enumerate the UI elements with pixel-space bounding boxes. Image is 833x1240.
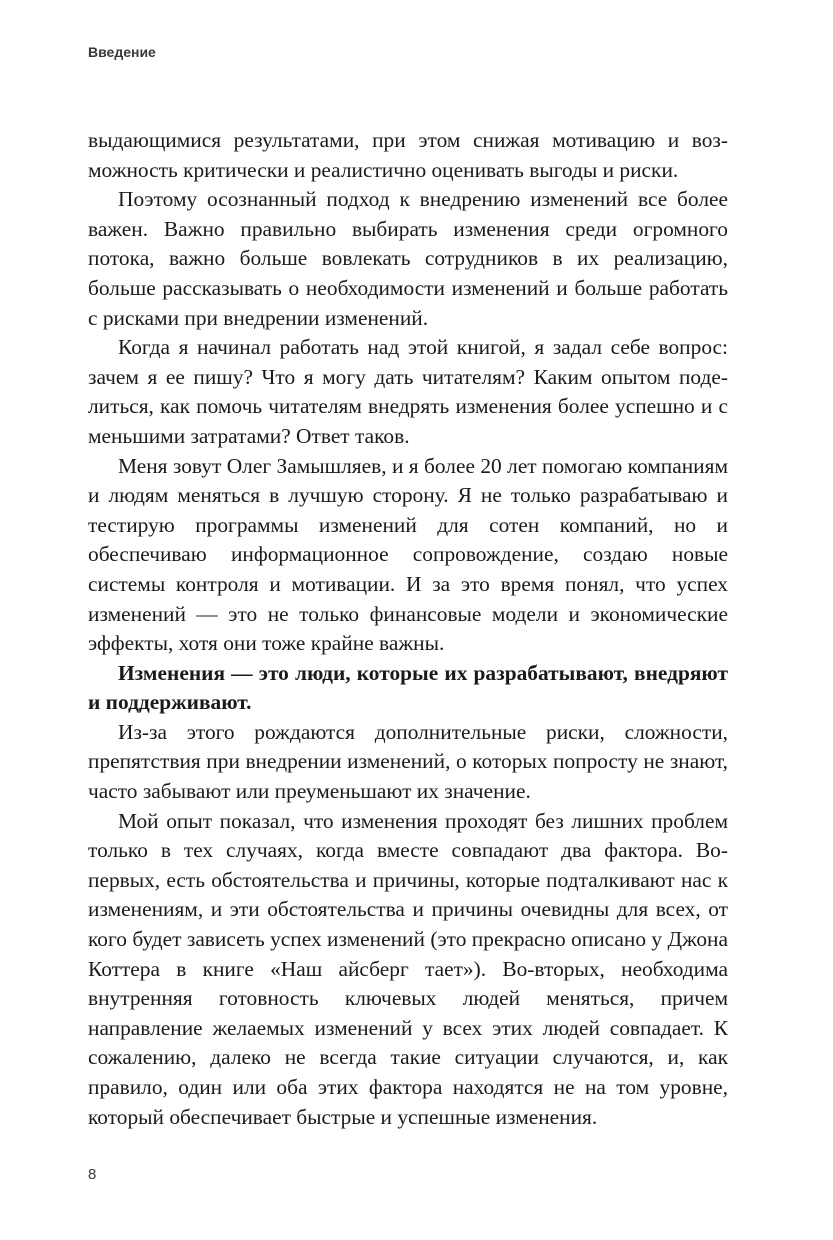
paragraph-continued: выдающимися результатами, при этом снижая мотивацию и возможность критически и реалистично оценивать выгоды и риски. <box>88 128 728 182</box>
paragraph: Меня зовут Олег Замышляев, и я более 20 лет помогаю компаниям и людям меняться в лучшую сторону. Я не только разрабатываю и тестирую программы изменений для сотен компаний, но и обеспечиваю информационное сопровождение, создаю новые системы контроля и мотивации. И за это время понял, что успех изменений — это не только финансовые модели и экономические эффекты, хотя они тоже крайне важны. <box>88 453 728 656</box>
emphasis-paragraph: Изменения — это люди, которые их разрабатывают, внедряют и поддерживают. <box>88 660 728 715</box>
paragraph: Поэтому осознанный подход к внедрению изменений все более важен. Важно правильно выбирать изменения среди огромного потока, важно больше вовлекать сотрудников в их реализацию, больше рассказывать о необходимости изменений и больше работать с рисками при внедрении изменений. <box>88 187 728 330</box>
paragraph: Из-за этого рождаются дополнительные риски, сложности, препятствия при внедрении изменений, о которых попросту не знают, часто забывают или преуменьшают их значение. <box>88 719 728 804</box>
page-number: 8 <box>88 1166 97 1183</box>
paragraph: Мой опыт показал, что изменения проходят без лишних проблем только в тех случаях, когда вместе совпадают два фактора. Во-первых, есть обстоятельства и причины, которые подталкивают нас к изменениям, и эти обстоятельства и причины очевидны для всех, от кого будет зависеть успех изменений (это прекрасно описано у Джона Коттера в книге «Наш айсберг тает»). Во-вторых, необходима внутренняя готовность ключевых людей меняться, причем направление желаемых изменений у всех этих людей совпадает. К сожалению, далеко не всегда такие ситуации случаются, и, как правило, один или оба этих фактора находятся не на том уровне, который обеспечивает быстрые и успешные изменения. <box>88 808 728 1129</box>
paragraph: Когда я начинал работать над этой книгой, я задал себе вопрос: зачем я ее пишу? Что я могу дать читателям? Каким опытом поделиться, как помочь читателям внедрять изменения более успешно и с меньшими затратами? Ответ таков. <box>88 335 728 448</box>
body-text <box>88 126 728 1132</box>
running-head: Введение <box>88 44 156 60</box>
